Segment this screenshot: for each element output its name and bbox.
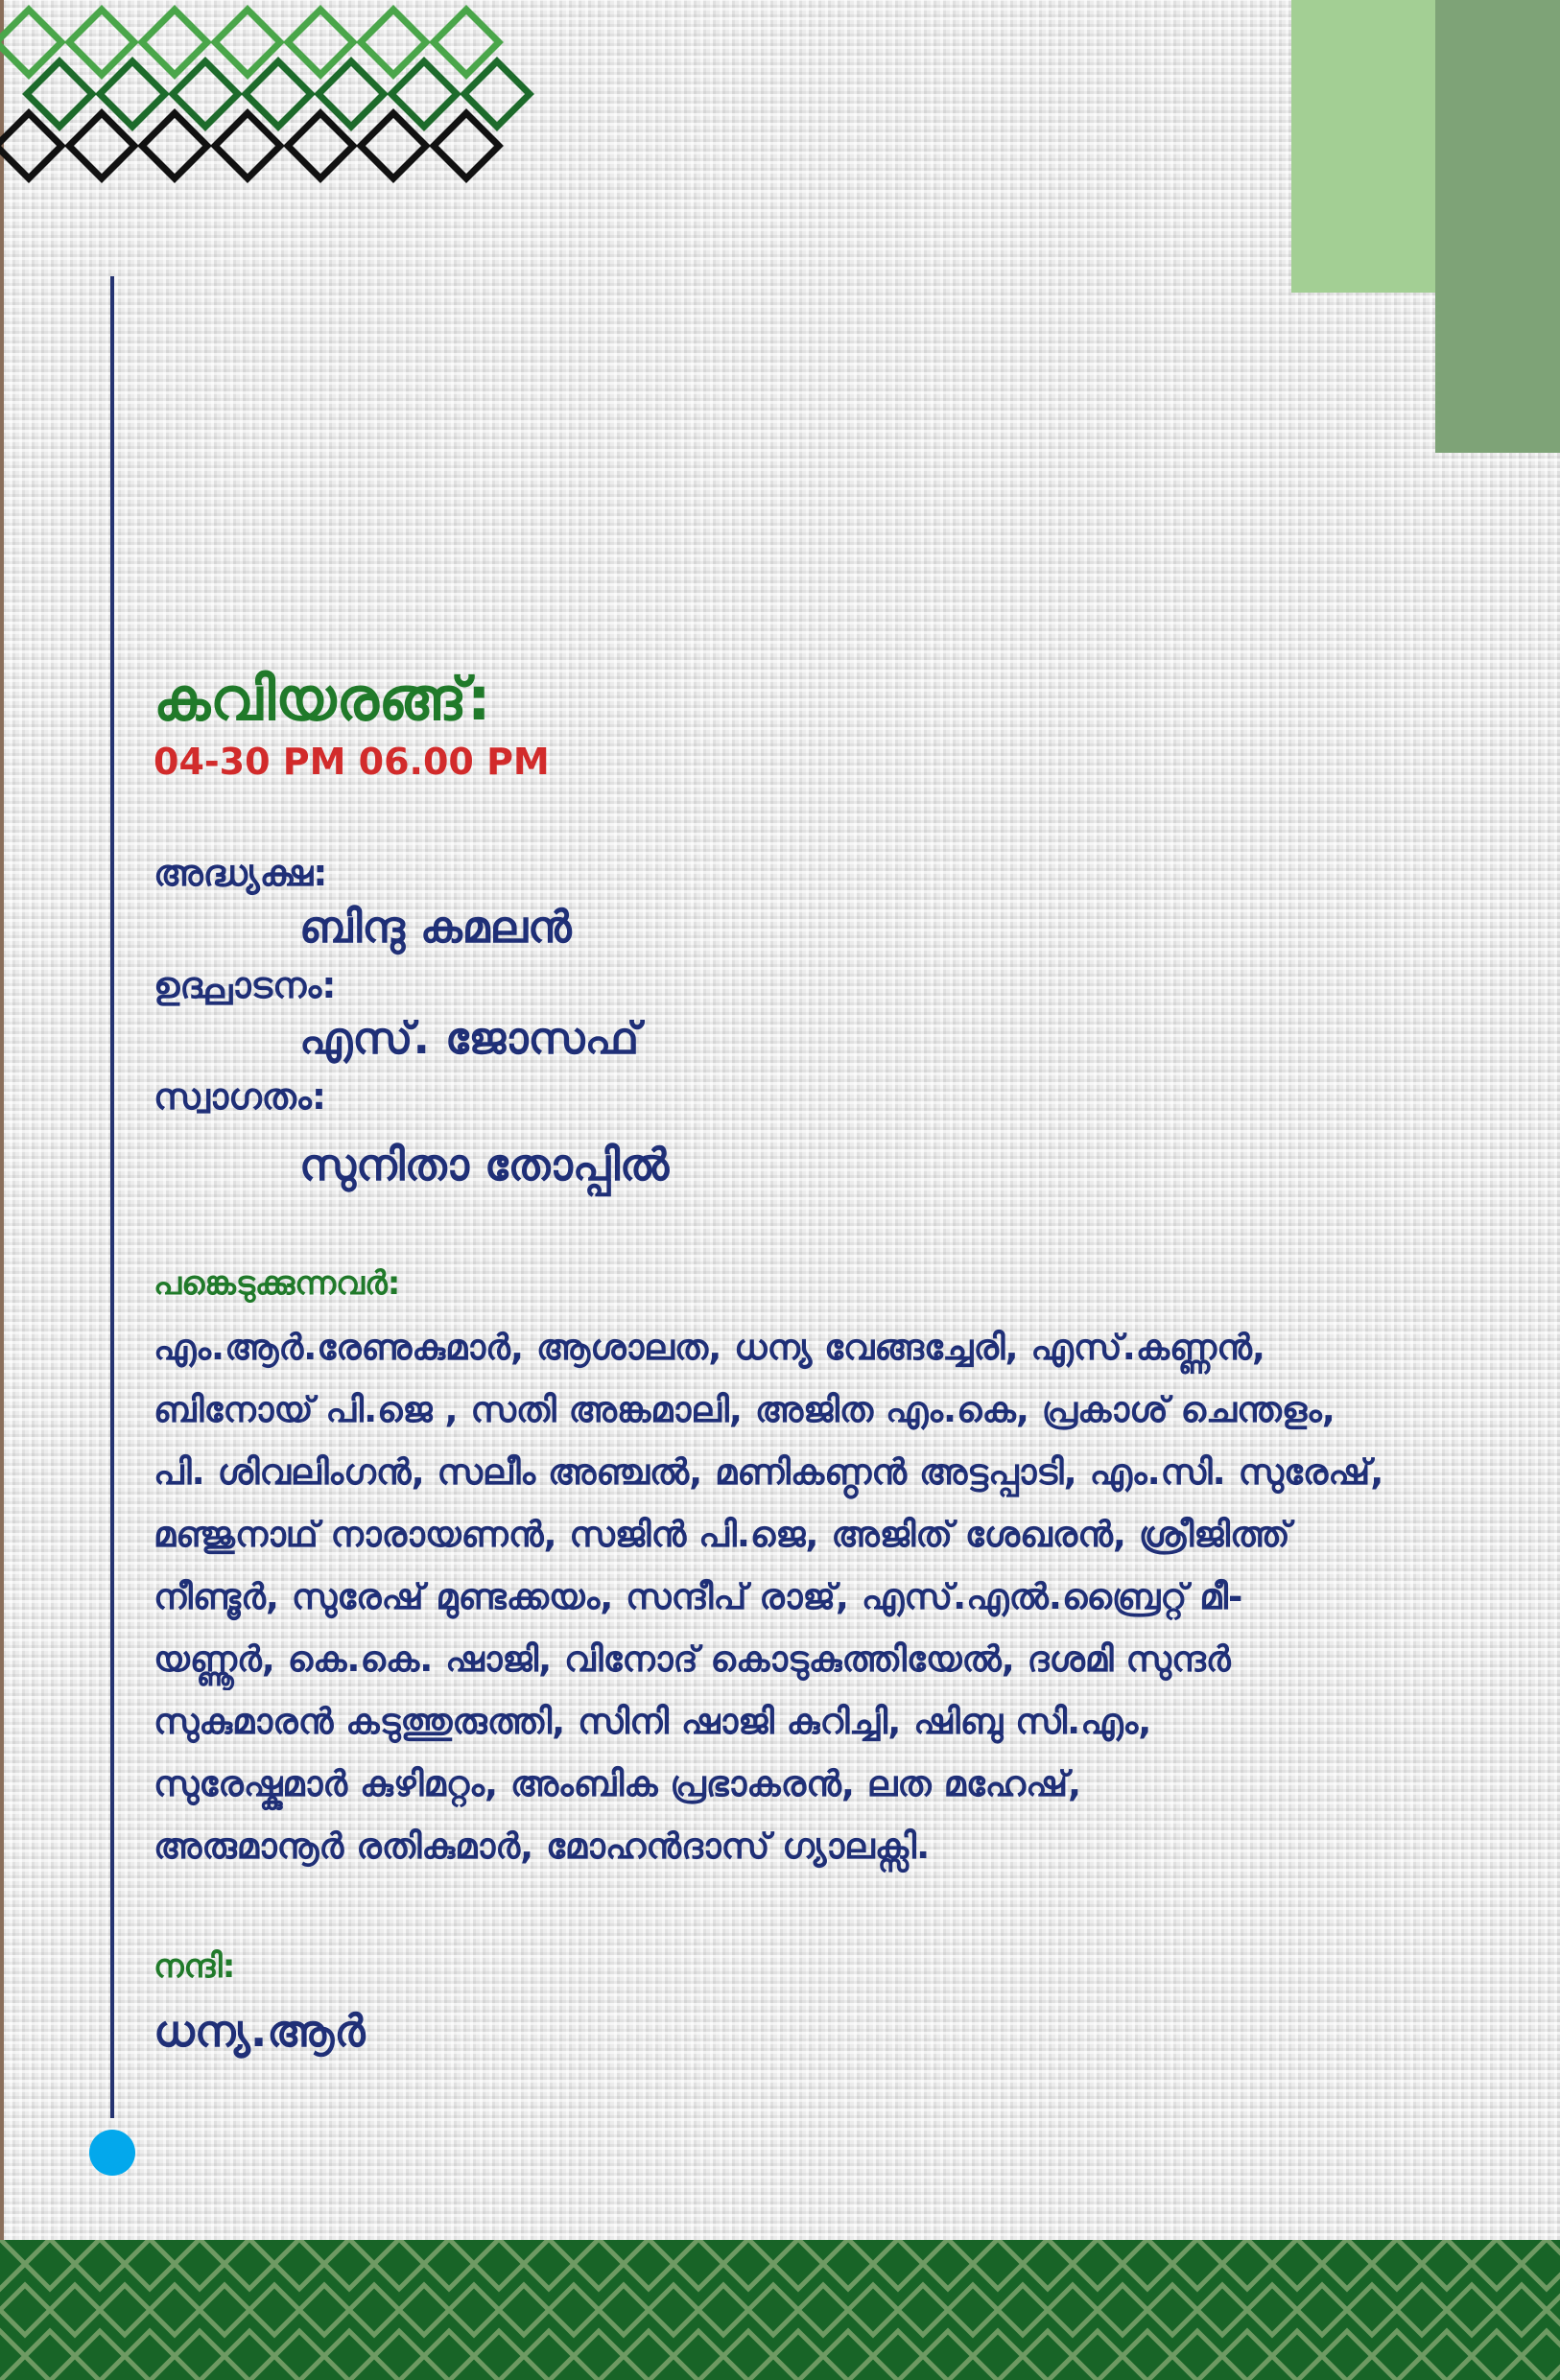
footer-diamond-shape (923, 2331, 973, 2380)
footer-diamond-shape (299, 2285, 349, 2335)
footer-diamond-shape (25, 2240, 75, 2289)
footer-diamond-shape (574, 2331, 624, 2380)
participants-line: പി. ശിവലിംഗൻ, സലീം അഞ്ചൽ, മണികണ്ഠൻ അട്ടപ്പാടി, എം.സി. സുരേഷ്, (154, 1451, 1384, 1493)
footer-diamond-shape (1023, 2240, 1073, 2289)
footer-diamond-shape (424, 2240, 474, 2289)
footer-diamond-shape (1123, 2331, 1172, 2380)
footer-diamond-shape (1522, 2240, 1560, 2289)
participants-line: നീണ്ടൂർ, സുരേഷ് മുണ്ടക്കയം, സന്ദീപ് രാജ്, എസ്.എൽ.ബ്രൈറ്റ് മീ- (154, 1576, 1243, 1617)
footer-diamond-shape (748, 2285, 798, 2335)
footer-diamond-shape (274, 2331, 324, 2380)
decor-rect-dark (1435, 0, 1560, 453)
footer-diamond-shape (649, 2285, 698, 2335)
role-name-chair: ബിന്ദു കമലൻ (299, 901, 572, 953)
footer-diamond-shape (1472, 2240, 1522, 2289)
footer-diamond-shape (848, 2285, 898, 2335)
footer-diamond-shape (1247, 2285, 1297, 2335)
footer-diamond-shape (1447, 2285, 1497, 2335)
thanks-name: ധന്യ.ആർ (154, 2005, 366, 2057)
footer-diamond-shape (1322, 2331, 1372, 2380)
footer-diamond-shape (324, 2240, 374, 2289)
participants-line: സുരേഷ്കുമാർ കുഴിമറ്റം, അംബിക പ്രഭാകരൻ, ലത മഹേഷ്, (154, 1763, 1082, 1804)
footer-diamond-shape (1073, 2331, 1123, 2380)
footer-diamond-shape (75, 2331, 125, 2380)
footer-diamond-shape (100, 2285, 150, 2335)
footer-diamond-shape (1172, 2331, 1222, 2380)
footer-diamond-shape (1372, 2240, 1422, 2289)
footer-diamond-shape (923, 2240, 973, 2289)
footer-diamond-shape (324, 2331, 374, 2380)
footer-diamond-shape (1347, 2285, 1397, 2335)
footer-diamond-shape (973, 2331, 1023, 2380)
footer-diamond-shape (1472, 2331, 1522, 2380)
footer-diamond-shape (1322, 2240, 1372, 2289)
footer-diamond-shape (249, 2285, 299, 2335)
footer-band (0, 2240, 1560, 2380)
footer-diamond-shape (773, 2331, 823, 2380)
thanks-label: നന്ദി: (154, 1947, 236, 1986)
left-edge-strip (0, 0, 4, 2240)
role-label-inauguration: ഉദ്ഘാടനം: (154, 964, 337, 1006)
footer-diamond-shape (474, 2240, 524, 2289)
footer-diamond-shape (1272, 2240, 1322, 2289)
footer-diamond-shape (973, 2240, 1023, 2289)
role-name-welcome: സുനിതാ തോപ്പിൽ (299, 1139, 670, 1190)
footer-diamond-shape (0, 2240, 25, 2289)
footer-diamond-shape (1497, 2285, 1547, 2335)
role-label-welcome: സ്വാഗതം: (154, 1075, 327, 1118)
footer-diamond-shape (549, 2285, 599, 2335)
footer-diamond-shape (1547, 2285, 1560, 2335)
participants-line: സുകുമാരൻ കടുത്തുരുത്തി, സിനി ഷാജി കുറിച്ചി, ഷിബു സി.എം, (154, 1701, 1152, 1742)
footer-diamond-shape (374, 2331, 424, 2380)
footer-diamond-shape (723, 2331, 773, 2380)
footer-diamond-shape (574, 2240, 624, 2289)
footer-diamond-shape (1422, 2240, 1472, 2289)
footer-diamond-shape (1147, 2285, 1197, 2335)
footer-diamond-shape (0, 2331, 25, 2380)
footer-diamond-shape (1123, 2240, 1172, 2289)
footer-diamond-shape (75, 2240, 125, 2289)
footer-diamond-shape (1222, 2240, 1272, 2289)
footer-diamond-shape (674, 2331, 723, 2380)
participants-line: മഞ്ജുനാഥ് നാരായണൻ, സജിൻ പി.ജെ, അജിത് ശേഖരൻ, ശ്രീജിത്ത് (154, 1514, 1290, 1555)
footer-diamond-shape (1048, 2285, 1098, 2335)
timeline-dot (89, 2130, 135, 2176)
footer-diamond-shape (1372, 2331, 1422, 2380)
event-time: 04-30 PM 06.00 PM (154, 741, 550, 783)
footer-diamond-shape (1522, 2331, 1560, 2380)
participants-line: എം.ആർ.രേണുകുമാർ, ആശാലത, ധന്യ വേങ്ങച്ചേരി, എസ്.കണ്ണൻ, (154, 1327, 1265, 1368)
footer-diamond-shape (1073, 2240, 1123, 2289)
footer-diamond-shape (1098, 2285, 1147, 2335)
footer-diamond-shape (1222, 2331, 1272, 2380)
footer-diamond-shape (225, 2331, 274, 2380)
footer-diamond-shape (225, 2240, 274, 2289)
footer-diamond-shape (175, 2240, 225, 2289)
footer-diamond-shape (599, 2285, 649, 2335)
footer-diamond-shape (125, 2331, 175, 2380)
footer-diamond-shape (1023, 2331, 1073, 2380)
footer-diamond-shape (773, 2240, 823, 2289)
footer-diamond-shape (175, 2331, 225, 2380)
footer-diamond-shape (624, 2240, 674, 2289)
footer-diamond-shape (1197, 2285, 1247, 2335)
footer-diamond-shape (798, 2285, 848, 2335)
footer-diamond-shape (948, 2285, 998, 2335)
footer-diamond-shape (524, 2331, 574, 2380)
footer-diamond-shape (873, 2331, 923, 2380)
footer-diamond-shape (524, 2240, 574, 2289)
footer-diamond-shape (674, 2240, 723, 2289)
footer-diamond-shape (349, 2285, 399, 2335)
footer-diamond-shape (1272, 2331, 1322, 2380)
role-label-chair: അദ്ധ്യക്ഷ: (154, 852, 328, 894)
timeline-line (110, 276, 114, 2118)
footer-diamond-shape (998, 2285, 1048, 2335)
footer-diamond-shape (873, 2240, 923, 2289)
footer-diamond-shape (374, 2240, 424, 2289)
footer-diamond-shape (50, 2285, 100, 2335)
footer-diamond-shape (449, 2285, 499, 2335)
footer-diamond-shape (125, 2240, 175, 2289)
footer-diamond-shape (723, 2240, 773, 2289)
footer-diamond-shape (150, 2285, 200, 2335)
footer-diamond-shape (898, 2285, 948, 2335)
decor-rect-light (1291, 0, 1435, 293)
footer-diamond-shape (823, 2240, 873, 2289)
participants-line: യണ്ണൂർ, കെ.കെ. ഷാജി, വിനോദ് കൊടുകുത്തിയേൽ, ദശമി സുന്ദർ (154, 1638, 1231, 1680)
footer-diamond-shape (200, 2285, 249, 2335)
section-title: കവിയരങ്ങ്: (154, 664, 491, 734)
footer-diamond-shape (474, 2331, 524, 2380)
diamond-pattern-top (0, 0, 576, 192)
participants-line: അരുമാനൂർ രതികുമാർ, മോഹൻദാസ് ഗ്യാലക്സി. (154, 1826, 931, 1867)
footer-diamond-shape (274, 2240, 324, 2289)
footer-diamond-shape (1172, 2240, 1222, 2289)
footer-diamond-shape (1422, 2331, 1472, 2380)
footer-diamond-shape (624, 2331, 674, 2380)
footer-diamond-shape (399, 2285, 449, 2335)
footer-diamond-shape (25, 2331, 75, 2380)
footer-diamond-shape (1397, 2285, 1447, 2335)
participants-line: ബിനോയ് പി.ജെ , സതി അങ്കമാലി, അജിത എം.കെ, പ്രകാശ് ചെന്തളം, (154, 1389, 1335, 1430)
footer-diamond-shape (499, 2285, 549, 2335)
participants-list (154, 1316, 1458, 1877)
footer-diamond-shape (823, 2331, 873, 2380)
footer-diamond-shape (0, 2285, 50, 2335)
participants-label: പങ്കെടുക്കുന്നവർ: (154, 1264, 401, 1303)
footer-diamond-shape (698, 2285, 748, 2335)
role-name-inauguration: എസ്. ജോസഫ് (299, 1012, 640, 1064)
footer-diamond-shape (1297, 2285, 1347, 2335)
footer-diamond-shape (424, 2331, 474, 2380)
diamond-pattern-footer (0, 2240, 1560, 2380)
